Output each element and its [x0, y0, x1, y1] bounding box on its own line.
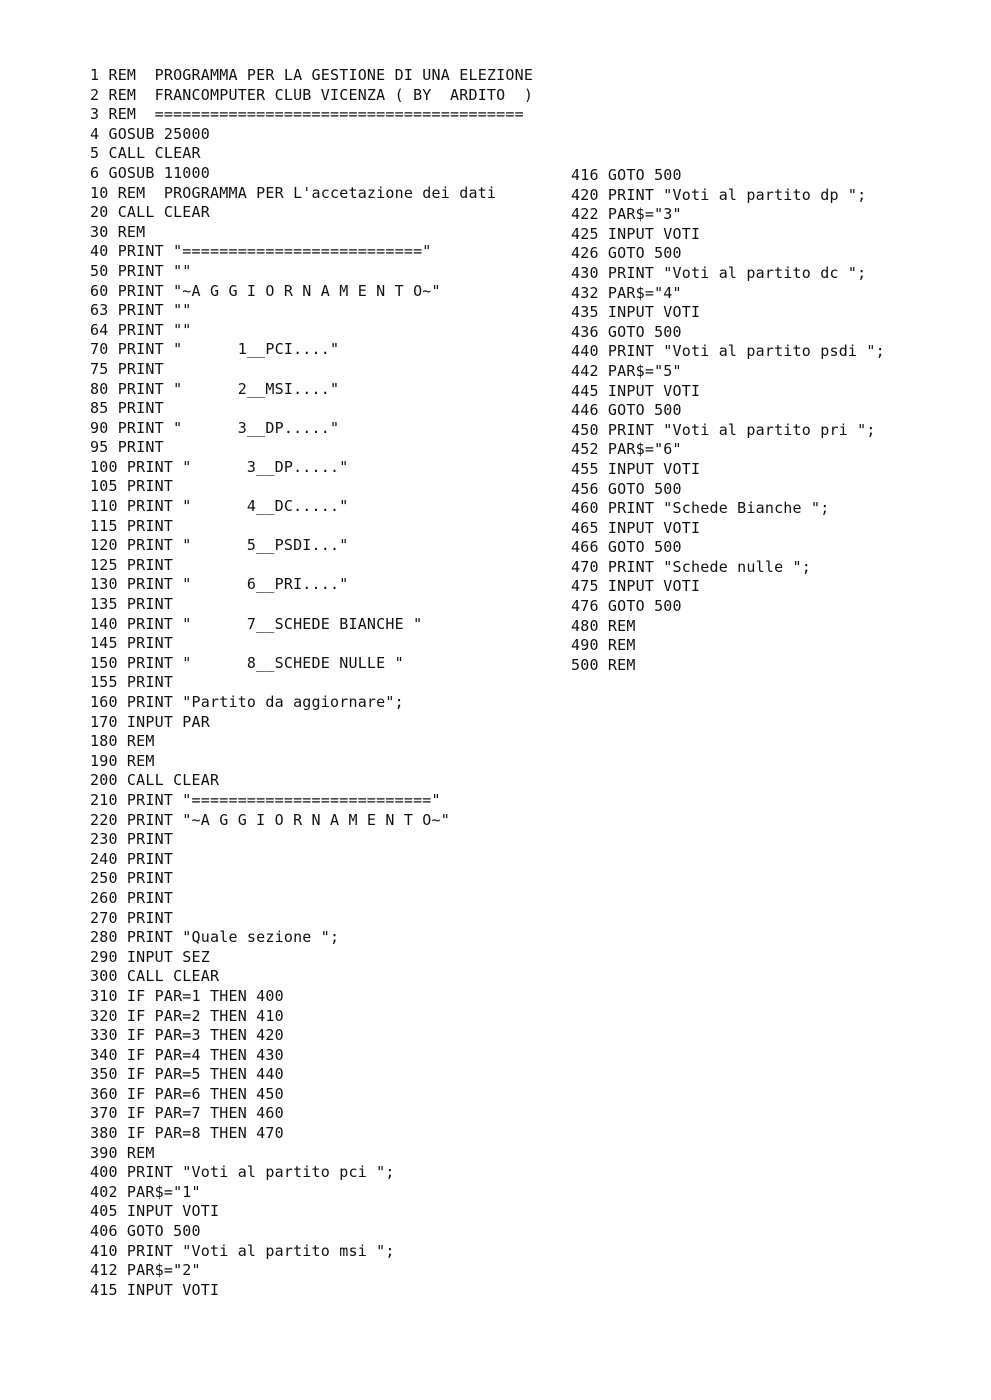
code-line: 490 REM — [571, 636, 636, 655]
code-line: 432 PAR$="4" — [571, 283, 682, 302]
code-line: 310 IF PAR=1 THEN 400 — [90, 986, 284, 1005]
code-line: 416 GOTO 500 — [571, 166, 682, 184]
code-line: 466 GOTO 500 — [571, 538, 682, 557]
code-line: 60 PRINT "~A G G I O R N A M E N T O~" — [90, 281, 441, 300]
code-line: 160 PRINT "Partito da aggiornare"; — [90, 693, 404, 711]
code-line: 420 PRINT "Voti al partito dp "; — [571, 185, 867, 204]
code-line: 460 PRINT "Schede Bianche "; — [571, 499, 830, 518]
code-line: 380 IF PAR=8 THEN 470 — [90, 1124, 284, 1143]
code-line: 300 CALL CLEAR — [90, 967, 220, 986]
code-line: 476 GOTO 500 — [571, 597, 682, 616]
code-line: 475 INPUT VOTI — [571, 577, 701, 596]
code-line: 30 REM — [90, 222, 146, 241]
code-line: 120 PRINT " 5__PSDI..." — [90, 536, 349, 555]
code-line: 405 INPUT VOTI — [90, 1202, 220, 1221]
code-line: 145 PRINT — [90, 634, 174, 653]
code-line: 230 PRINT — [90, 830, 174, 849]
code-line: 40 PRINT "==========================" — [90, 242, 432, 261]
code-line: 4 GOSUB 25000 — [90, 124, 210, 143]
code-line: 90 PRINT " 3__DP....." — [90, 418, 340, 437]
code-line: 422 PAR$="3" — [571, 205, 682, 224]
program-listing-right-column — [571, 166, 885, 675]
code-line: 125 PRINT — [90, 555, 174, 574]
code-line: 435 INPUT VOTI — [571, 303, 701, 322]
code-line: 402 PAR$="1" — [90, 1182, 201, 1201]
code-line: 280 PRINT "Quale sezione "; — [90, 928, 340, 947]
code-line: 446 GOTO 500 — [571, 401, 682, 420]
code-line: 400 PRINT "Voti al partito pci "; — [90, 1163, 395, 1182]
code-line: 442 PAR$="5" — [571, 361, 682, 380]
code-line: 95 PRINT — [90, 438, 164, 457]
code-line: 220 PRINT "~A G G I O R N A M E N T O~" — [90, 810, 450, 829]
code-line: 63 PRINT "" — [90, 301, 192, 320]
code-line: 470 PRINT "Schede nulle "; — [571, 557, 811, 576]
code-line: 425 INPUT VOTI — [571, 224, 701, 243]
code-line: 1 REM PROGRAMMA PER LA GESTIONE DI UNA ELEZIONE — [90, 66, 534, 84]
code-line: 180 REM — [90, 732, 155, 751]
code-line: 105 PRINT — [90, 477, 174, 496]
code-line: 436 GOTO 500 — [571, 322, 682, 341]
code-line: 170 INPUT PAR — [90, 712, 210, 731]
code-line: 2 REM FRANCOMPUTER CLUB VICENZA ( BY ARDITO ) — [90, 85, 534, 104]
code-line: 10 REM PROGRAMMA PER L'accetazione dei dati — [90, 183, 497, 202]
code-line: 360 IF PAR=6 THEN 450 — [90, 1084, 284, 1103]
code-line: 350 IF PAR=5 THEN 440 — [90, 1065, 284, 1084]
code-line: 6 GOSUB 11000 — [90, 163, 210, 182]
code-line: 410 PRINT "Voti al partito msi "; — [90, 1241, 395, 1260]
code-line: 135 PRINT — [90, 595, 174, 614]
code-line: 260 PRINT — [90, 888, 174, 907]
code-line: 450 PRINT "Voti al partito pri "; — [571, 420, 876, 439]
code-line: 75 PRINT — [90, 359, 164, 378]
code-line: 80 PRINT " 2__MSI...." — [90, 379, 340, 398]
code-line: 130 PRINT " 6__PRI...." — [90, 575, 349, 594]
code-line: 456 GOTO 500 — [571, 479, 682, 498]
code-line: 500 REM — [571, 655, 636, 674]
code-line: 100 PRINT " 3__DP....." — [90, 457, 349, 476]
code-line: 20 CALL CLEAR — [90, 203, 210, 222]
code-line: 290 INPUT SEZ — [90, 947, 210, 966]
code-line: 440 PRINT "Voti al partito psdi "; — [571, 342, 885, 361]
code-line: 240 PRINT — [90, 849, 174, 868]
code-line: 190 REM — [90, 751, 155, 770]
code-line: 115 PRINT — [90, 516, 174, 535]
code-line: 200 CALL CLEAR — [90, 771, 220, 790]
code-line: 210 PRINT "==========================" — [90, 790, 441, 809]
code-line: 480 REM — [571, 616, 636, 635]
code-line: 465 INPUT VOTI — [571, 518, 701, 537]
program-listing-left-column — [90, 66, 533, 1300]
code-line: 412 PAR$="2" — [90, 1261, 201, 1280]
code-line: 445 INPUT VOTI — [571, 381, 701, 400]
code-line: 270 PRINT — [90, 908, 174, 927]
code-line: 5 CALL CLEAR — [90, 144, 201, 163]
code-line: 155 PRINT — [90, 673, 174, 692]
code-line: 430 PRINT "Voti al partito dc "; — [571, 263, 867, 282]
code-line: 406 GOTO 500 — [90, 1222, 201, 1241]
code-line: 140 PRINT " 7__SCHEDE BIANCHE " — [90, 614, 423, 633]
code-line: 85 PRINT — [90, 399, 164, 418]
code-line: 320 IF PAR=2 THEN 410 — [90, 1006, 284, 1025]
code-line: 50 PRINT "" — [90, 261, 192, 280]
code-line: 340 IF PAR=4 THEN 430 — [90, 1045, 284, 1064]
code-line: 64 PRINT "" — [90, 320, 192, 339]
code-line: 370 IF PAR=7 THEN 460 — [90, 1104, 284, 1123]
code-line: 3 REM ======================================== — [90, 105, 524, 124]
code-line: 426 GOTO 500 — [571, 244, 682, 263]
code-line: 452 PAR$="6" — [571, 440, 682, 459]
code-line: 70 PRINT " 1__PCI...." — [90, 340, 340, 359]
code-line: 250 PRINT — [90, 869, 174, 888]
code-line: 455 INPUT VOTI — [571, 459, 701, 478]
code-line: 110 PRINT " 4__DC....." — [90, 497, 349, 516]
code-line: 415 INPUT VOTI — [90, 1280, 220, 1299]
code-line: 390 REM — [90, 1143, 155, 1162]
code-line: 150 PRINT " 8__SCHEDE NULLE " — [90, 653, 404, 672]
code-line: 330 IF PAR=3 THEN 420 — [90, 1026, 284, 1045]
